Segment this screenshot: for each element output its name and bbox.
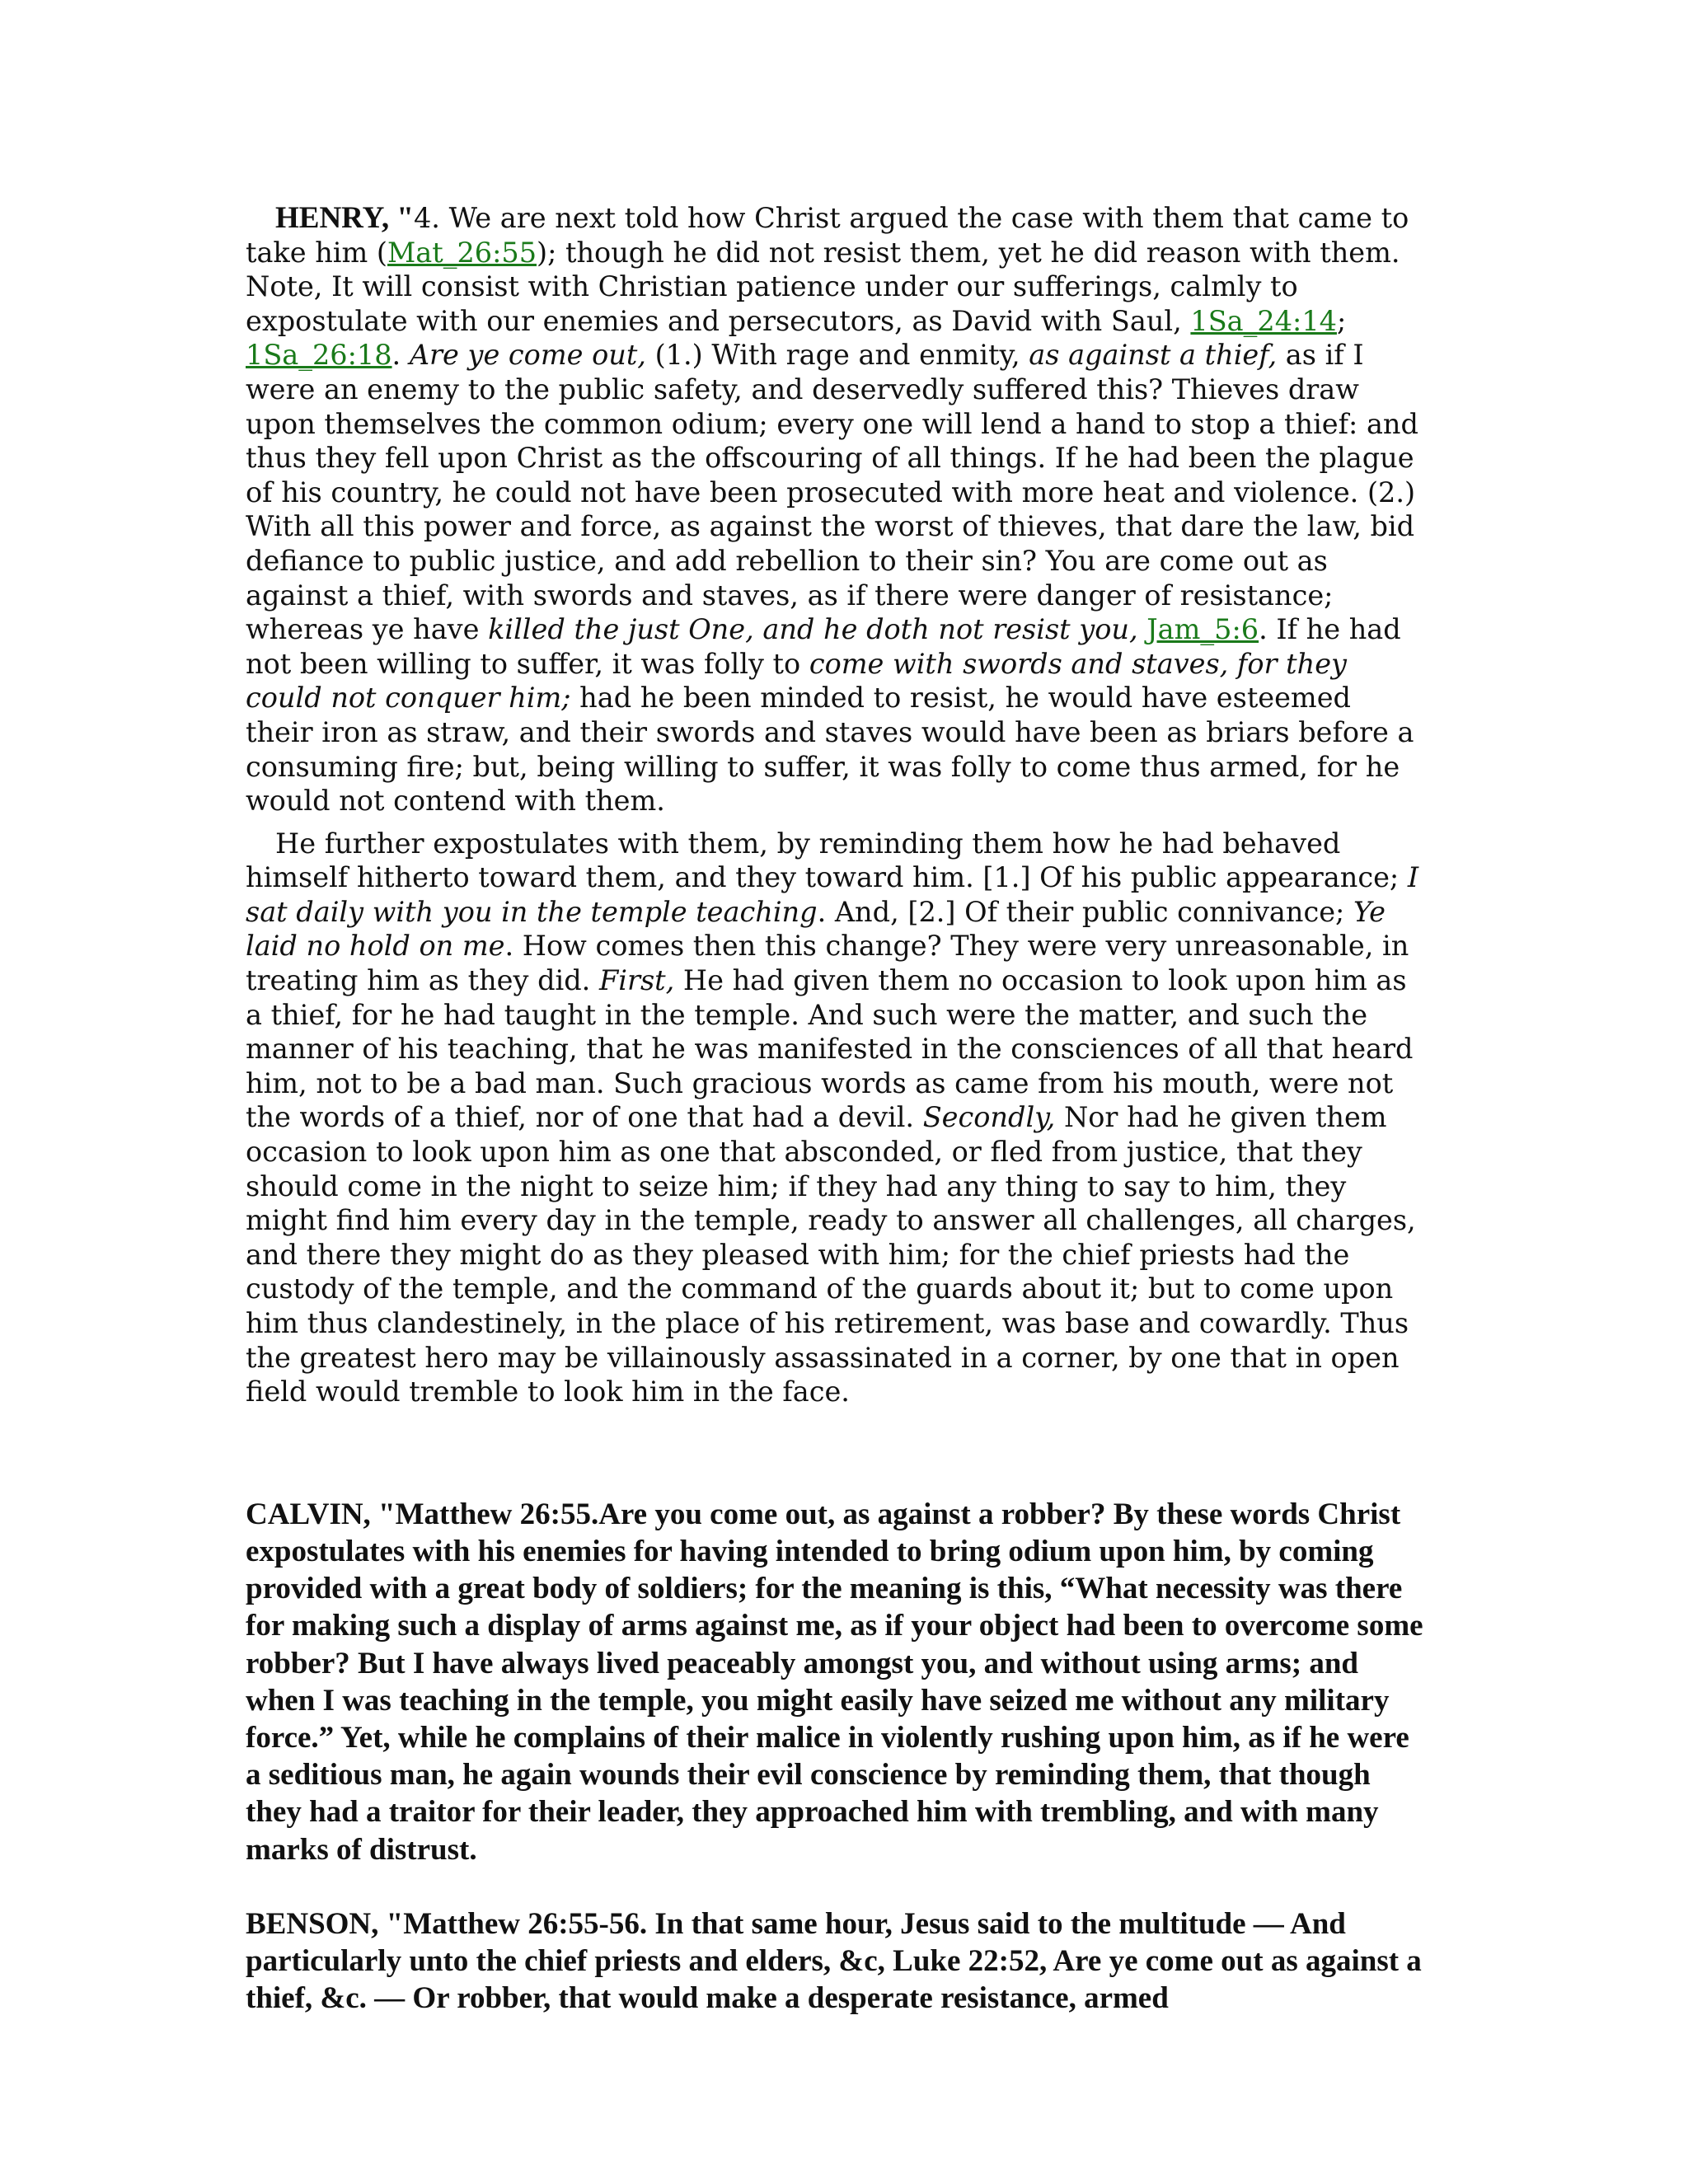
italic-run: I sat daily with you in the temple teaching	[246, 861, 1419, 928]
italic-run: Are ye come out,	[409, 339, 646, 372]
italic-run: as against a thief,	[1029, 339, 1278, 372]
henry-paragraph-1	[246, 201, 1424, 818]
text-run: . And, [2.] Of their public connivance;	[817, 895, 1353, 928]
text-run: (1.) With rage and enmity,	[645, 339, 1029, 372]
text-run: He had given them no occasion to look upon him as a thief, for he had taught in the temple. And such were the matter, and such the manner of his teaching, that he was manifested in the consciences of all that heard him, not to be a bad man. Such gracious words as came from his mouth, were not the words of a thief, nor of one that had a devil.	[246, 964, 1414, 1134]
text-run	[1138, 613, 1147, 645]
scripture-reference-link[interactable]: Jam_5:6	[1146, 613, 1259, 646]
text-run: 4. We are next told how Christ argued the case with them that came to take him (	[246, 202, 1409, 269]
text-run: had he been minded to resist, he would have esteemed their iron as straw, and their swords and staves would have been as briars before a consuming fire; but, being willing to suffer, it was folly to come thus armed, for he would not contend with them.	[246, 682, 1414, 818]
italic-run: killed the just One, and he doth not resist you,	[488, 613, 1138, 646]
henry-commentary	[246, 201, 1424, 1409]
document-page	[246, 201, 1424, 2017]
italic-run: Ye laid no hold on me	[246, 895, 1386, 963]
text-run: .	[392, 339, 410, 372]
scripture-reference-link[interactable]: Mat_26:55	[387, 236, 537, 269]
henry-paragraph-2	[246, 827, 1424, 1409]
henry-label: HENRY, "	[275, 201, 414, 235]
text-run: ;	[1336, 304, 1347, 337]
text-run: ); though he did not resist them, yet he did reason with them. Note, It will consist with Christian patience under our sufferings, calmly to expostulate with our enemies and persecutors, as David with Saul,	[246, 236, 1400, 337]
italic-run: Secondly,	[922, 1101, 1056, 1134]
text-run: . If he had not been willing to suffer, it was folly to	[246, 613, 1401, 680]
scripture-reference-link[interactable]: 1Sa_26:18	[246, 339, 392, 372]
calvin-commentary: CALVIN, "Matthew 26:55.Are you come out, as against a robber? By these words Christ expostulates with his enemies for having intended to bring odium upon him, by coming provided with a great body of soldiers; for the meaning is this, “What necessity was there for making such a display of arms against me, as if your object had been to overcome some robber? But I have always lived peaceably amongst you, and without using arms; and when I was teaching in the temple, you might easily have seized me without any military force.” Yet, while he complains of their malice in violently rushing upon him, as if he were a seditious man, he again wounds their evil conscience by reminding them, that though they had a traitor for their leader, they approached him with trembling, and with many marks of distrust.	[246, 1497, 1423, 1867]
text-run: . How comes then this change? They were very unreasonable, in treating him as they did.	[246, 930, 1409, 997]
text-run: He further expostulates with them, by reminding them how he had behaved himself hitherto toward them, and they toward him. [1.] Of his public appearance;	[246, 827, 1408, 894]
scripture-reference-link[interactable]: 1Sa_24:14	[1190, 304, 1337, 337]
text-run: as if I were an enemy to the public safety, and deservedly suffered this? Thieves draw upon themselves the common odium; every one will lend a hand to stop a thief: and thus they fell upon Christ as the offscouring of all things. If he had been the plague of his country, he could not have been prosecuted with more heat and violence. (2.) With all this power and force, as against the worst of thieves, that dare the law, bid defiance to public justice, and add rebellion to their sin? You are come out as against a thief, with swords and staves, as if there were danger of resistance; whereas ye have	[246, 339, 1418, 646]
benson-commentary: BENSON, "Matthew 26:55-56. In that same hour, Jesus said to the multitude — And particularly unto the chief priests and elders, &c, Luke 22:52, Are ye come out as against a thief, &c. — Or robber, that would make a desperate resistance, armed	[246, 1906, 1422, 2016]
italic-run: come with swords and staves, for they could not conquer him;	[246, 647, 1347, 715]
italic-run: First,	[598, 964, 675, 997]
text-run: Nor had he given them occasion to look upon him as one that absconded, or fled from justice, that they should come in the night to seize him; if they had any thing to say to him, they might find him every day in the temple, ready to answer all challenges, all charges, and there they might do as they pleased with him; for the chief priests had the custody of the temple, and the command of the guards about it; but to come upon him thus clandestinely, in the place of his retirement, was base and cowardly. Thus the greatest hero may be villainously assassinated in a corner, by one that in open field would tremble to look him in the face.	[246, 1101, 1416, 1408]
henry-paragraph-1-text	[246, 202, 1418, 817]
